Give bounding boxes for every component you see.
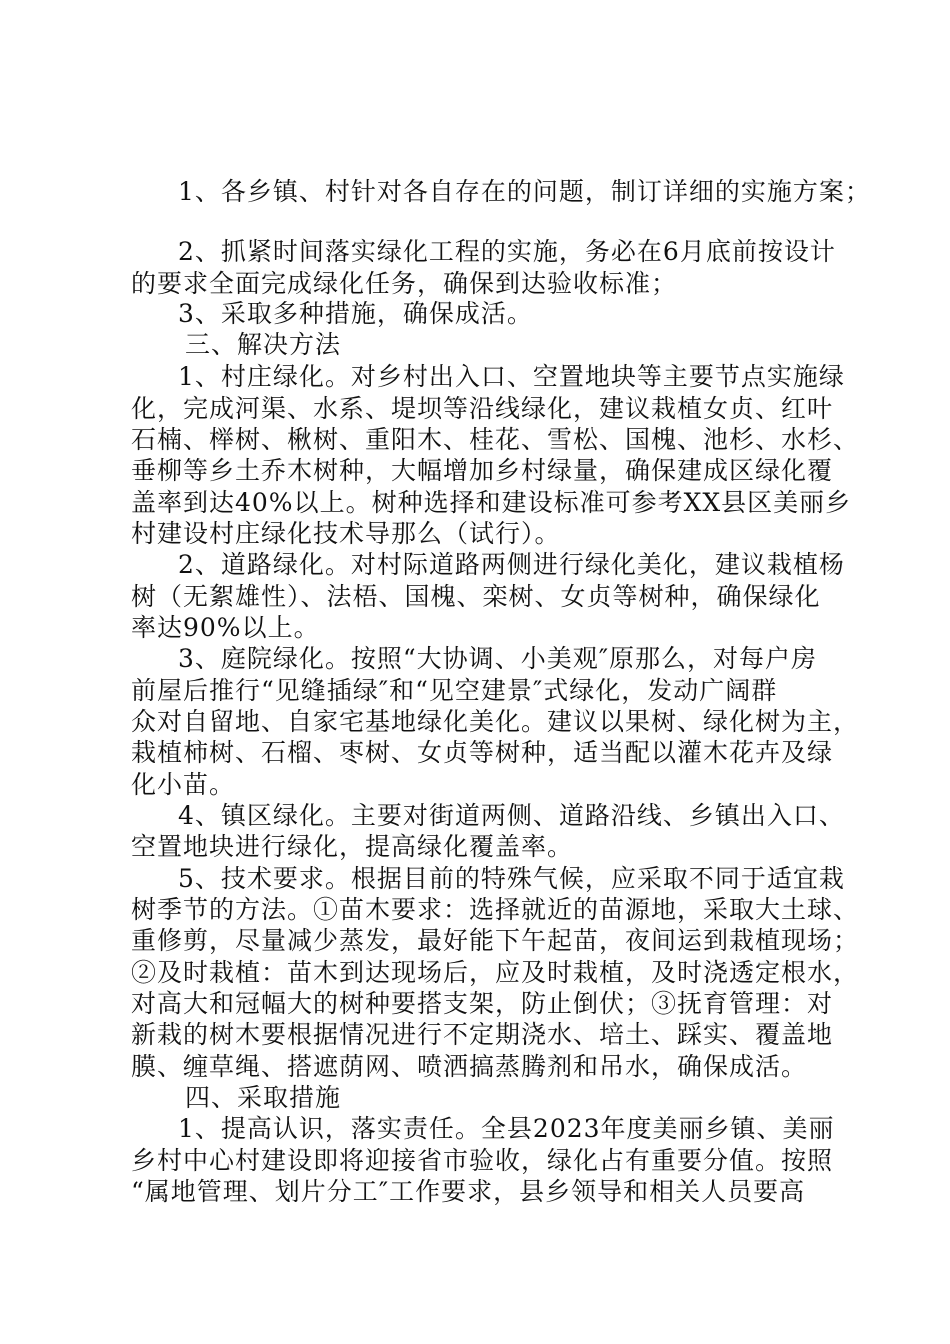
section-heading: 四、采取措施 xyxy=(185,1083,342,1112)
paragraph-line: 4、镇区绿化。主要对街道两侧、道路沿线、乡镇出入口、 xyxy=(178,801,845,830)
paragraph-line: 1、村庄绿化。对乡村出入口、空置地块等主要节点实施绿 xyxy=(178,362,845,391)
paragraph-line: 3、采取多种措施，确保成活。 xyxy=(178,299,533,328)
paragraph-line: 村建设村庄绿化技术导那么（试行）。 xyxy=(131,519,561,548)
paragraph-line: 化，完成河渠、水系、堤坝等沿线绿化，建议栽植女贞、红叶 xyxy=(131,394,834,423)
paragraph-line: 2、道路绿化。对村际道路两侧进行绿化美化，建议栽植杨 xyxy=(178,550,845,579)
paragraph-line: 化小苗。 xyxy=(131,770,236,799)
paragraph-line: 树（无絮雄性）、法梧、国槐、栾树、女贞等树种，确保绿化 xyxy=(131,582,821,611)
paragraph-line: 率达90%以上。 xyxy=(131,613,320,642)
paragraph-line: 2、抓紧时间落实绿化工程的实施，务必在6月底前按设计 xyxy=(178,237,836,266)
paragraph-line: 众对自留地、自家宅基地绿化美化。建议以果树、绿化树为主， xyxy=(131,707,860,736)
paragraph-line: 空置地块进行绿化，提高绿化覆盖率。 xyxy=(131,832,574,861)
section-heading: 三、解决方法 xyxy=(185,330,342,359)
paragraph-line: 1、提高认识，落实责任。全县2023年度美丽乡镇、美丽 xyxy=(178,1114,835,1143)
paragraph-line: 5、技术要求。根据目前的特殊气候，应采取不同于适宜栽 xyxy=(178,864,845,893)
paragraph-line: 重修剪，尽量减少蒸发，最好能下午起苗，夜间运到栽植现场； xyxy=(131,926,860,955)
paragraph-line: 1、各乡镇、村针对各自存在的问题，制订详细的实施方案； xyxy=(178,177,871,206)
paragraph-line: 栽植柿树、石榴、枣树、女贞等树种，适当配以灌木花卉及绿 xyxy=(131,738,834,767)
paragraph-line: 新栽的树木要根据情况进行不定期浇水、培土、踩实、覆盖地 xyxy=(131,1020,834,1049)
paragraph-line: 盖率到达40%以上。树种选择和建设标准可参考XX县区美丽乡 xyxy=(131,488,852,517)
paragraph-line: 前屋后推行“见缝插绿″和“见空建景″式绿化，发动广阔群 xyxy=(131,676,778,705)
paragraph-line: 3、庭院绿化。按照“大协调、小美观″原那么，对每户房 xyxy=(178,644,818,673)
paragraph-line: ②及时栽植：苗木到达现场后，应及时栽植，及时浇透定根水， xyxy=(131,958,860,987)
paragraph-line: 垂柳等乡土乔木树种，大幅增加乡村绿量，确保建成区绿化覆 xyxy=(131,456,834,485)
paragraph-line: 乡村中心村建设即将迎接省市验收，绿化占有重要分值。按照 xyxy=(131,1146,834,1175)
paragraph-line: 的要求全面完成绿化任务，确保到达验收标准； xyxy=(131,269,678,298)
paragraph-line: 对高大和冠幅大的树种要搭支架，防止倒伏；③抚育管理：对 xyxy=(131,989,834,1018)
paragraph-line: 树季节的方法。①苗木要求：选择就近的苗源地，采取大土球、 xyxy=(131,895,860,924)
paragraph-line: 膜、缠草绳、搭遮荫网、喷洒搞蒸腾剂和吊水，确保成活。 xyxy=(131,1052,808,1081)
paragraph-line: 石楠、榉树、楸树、重阳木、桂花、雪松、国槐、池杉、水杉、 xyxy=(131,425,860,454)
paragraph-line: “属地管理、划片分工″工作要求，县乡领导和相关人员要高 xyxy=(131,1177,806,1206)
